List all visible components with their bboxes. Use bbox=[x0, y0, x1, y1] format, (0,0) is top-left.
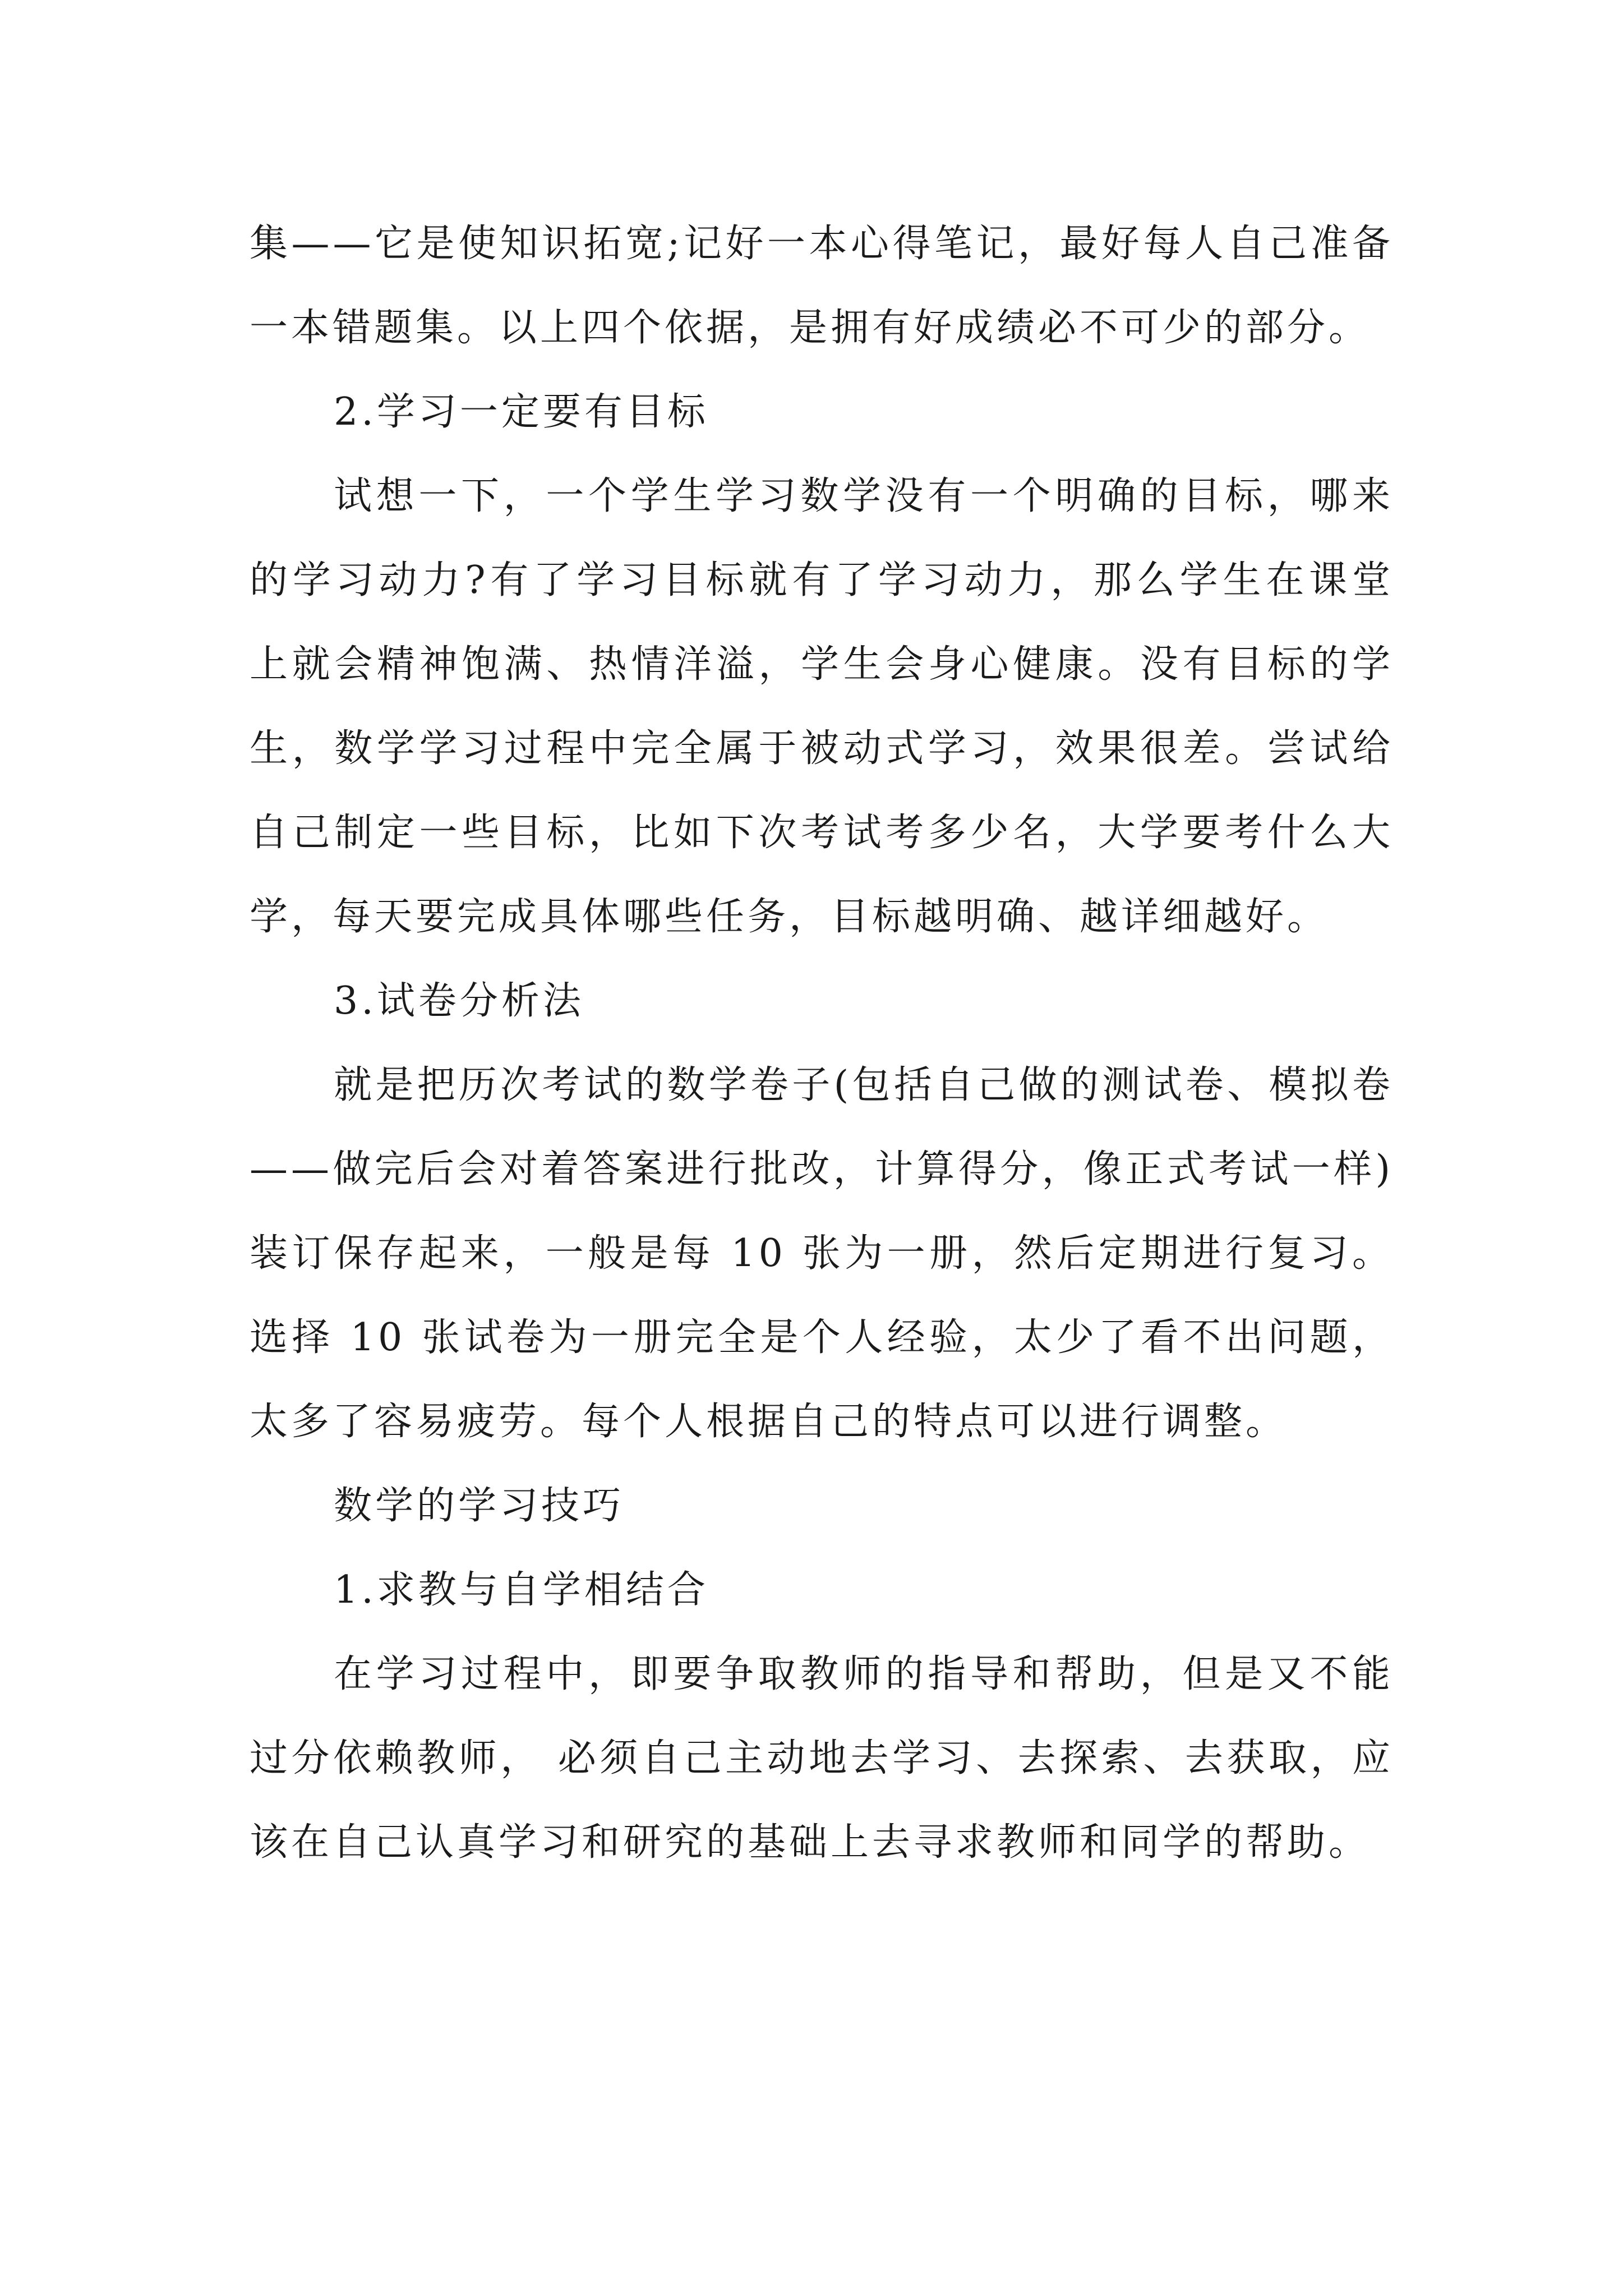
paragraph-continued: 集——它是使知识拓宽;记好一本心得笔记，最好每人自己准备一本错题集。以上四个依据，是拥有好成绩必不可少的部分。 bbox=[250, 222, 1394, 350]
section-heading-study-skills: 数学的学习技巧 bbox=[334, 1484, 625, 1528]
paragraph-goals: 试想一下，一个学生学习数学没有一个明确的目标，哪来的学习动力?有了学习目标就有了学习动力，那么学生在课堂上就会精神饱满、热情洋溢，学生会身心健康。没有目标的学生，数学学习过程中完全属于被动式学习，效果很差。尝试给自己制定一些目标，比如下次考试考多少名，大学要考什么大学，每天要完成具体哪些任务，目标越明确、越详细越好。 bbox=[250, 474, 1394, 939]
paragraph-self-study: 在学习过程中，即要争取教师的指导和帮助，但是又不能过分依赖教师， 必须自己主动地去学习、去探索、去获取，应该在自己认真学习和研究的基础上去寻求教师和同学的帮助。 bbox=[250, 1652, 1394, 1865]
section-heading-self-study: 1.求教与自学相结合 bbox=[334, 1568, 709, 1612]
text-column bbox=[250, 202, 1394, 1885]
section-heading-goals: 2.学习一定要有目标 bbox=[334, 390, 709, 434]
paragraph-exam-analysis: 就是把历次考试的数学卷子(包括自己做的测试卷、模拟卷——做完后会对着答案进行批改，计算得分，像正式考试一样)装订保存起来，一般是每 10 张为一册，然后定期进行复习。选择 10 张试卷为一册完全是个人经验，太少了看不出问题，太多了容易疲劳。每个人根据自己的特点可以进行调整。 bbox=[250, 1063, 1394, 1444]
section-heading-exam-analysis: 3.试卷分析法 bbox=[334, 979, 584, 1023]
